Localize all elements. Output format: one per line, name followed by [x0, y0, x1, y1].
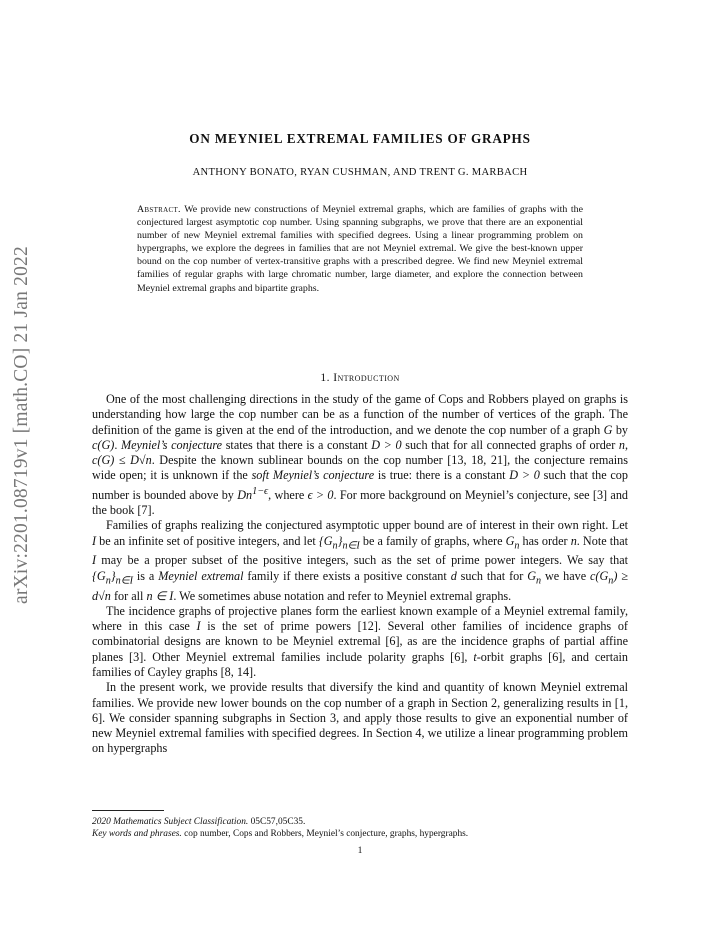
- math-subscript: n: [608, 575, 614, 587]
- footnote-keywords: [92, 828, 628, 840]
- abstract-label: Abstract.: [137, 204, 181, 215]
- text-span: be a family of graphs, where: [359, 533, 506, 548]
- math-inline: G: [527, 568, 537, 583]
- paragraph-3: [92, 604, 628, 680]
- text-span: Families of graphs realizing the conjectured asymptotic upper bound are of interest in their own right. Let: [106, 518, 628, 533]
- text-span: we have: [541, 568, 590, 583]
- text-span: such that for all connected graphs of order: [401, 437, 619, 452]
- emphasis: soft Meyniel’s conjecture: [251, 468, 375, 483]
- math-inline: {G: [318, 533, 333, 548]
- math-subscript: n∈I: [342, 540, 360, 552]
- math-inline: }: [337, 533, 343, 548]
- text-span: is the set of prime powers [12]. Several other families of incidence graphs of combinatorial designs are known to be Meyniel extremal [6], as are the incidence graphs of partial affine planes [3]. Other Meyniel extremal families include polarity graphs [6],: [92, 619, 628, 664]
- math-inline: G: [603, 422, 613, 437]
- abstract-text: We provide new constructions of Meyniel extremal graphs, which are families of graphs with the conjectured largest asymptotic cop number. Using spanning subgraphs, we prove that there are an exponential number of new Meyniel extremal families with specified degrees. Using a linear programming problem on hypergraphs, we explore the degrees in families that are not Meyniel extremal. We give the best-known upper bound on the cop number of vertex-transitive graphs with a prescribed degree. We find new Meyniel extremal families of regular graphs with large chromatic number, large diameter, and explore the connection between Meyniel extremal graphs and bipartite graphs.: [137, 204, 583, 294]
- math-subscript: n∈I: [115, 575, 133, 587]
- paper-authors: ANTHONY BONATO, RYAN CUSHMAN, AND TRENT G. MARBACH: [192, 167, 528, 178]
- math-inline: Dn: [237, 487, 253, 502]
- text-span: by: [612, 422, 629, 437]
- text-span: In the present work, we provide results that diversify the kind and quantity of known Meyniel extremal families. We provide new lower bounds on the cop number of a graph in Section 2, generalizing results in [1, 6]. We consider spanning subgraphs in Section 3, and apply those results to give an exponential number of new Meyniel extremal families with specified degrees. In Section 4, we utilize a linear programming problem on hypergraphs: [92, 680, 628, 756]
- arxiv-stamp: [2, 205, 42, 645]
- text-span: , where: [268, 487, 308, 502]
- abstract: [137, 203, 583, 295]
- paragraph-1: [92, 392, 628, 518]
- math-superscript: 1−ϵ: [252, 485, 269, 497]
- section-heading: [92, 371, 628, 384]
- text-span: such that the cop number is bounded above by: [92, 468, 628, 502]
- text-span: for all: [110, 588, 147, 603]
- math-inline: n: [570, 533, 577, 548]
- emphasis: Meyniel’s conjecture: [121, 437, 223, 452]
- text-span: .: [114, 437, 121, 452]
- body-text: [92, 392, 628, 757]
- arxiv-identifier: arXiv:2201.08719v1 [math.CO] 21 Jan 2022: [11, 246, 33, 604]
- text-span: such that for: [456, 568, 528, 583]
- math-inline: {G: [92, 568, 106, 583]
- section-number: 1.: [320, 371, 330, 384]
- math-subscript: n: [536, 575, 542, 587]
- text-span: states that there is a constant: [222, 437, 372, 452]
- text-span: may be a proper subset of the positive integers, such as the set of prime power integers. We say that: [96, 553, 628, 568]
- section-title: Introduction: [333, 371, 400, 384]
- math-inline: t: [473, 649, 477, 664]
- text-span: has order: [519, 533, 571, 548]
- math-subscript: n: [105, 575, 111, 587]
- math-inline: I: [92, 553, 97, 568]
- paper-title: ON MEYNIEL EXTREMAL FAMILIES OF GRAPHS: [189, 131, 531, 146]
- math-subscript: n: [514, 540, 520, 552]
- footnote-label: 2020 Mathematics Subject Classification.: [92, 817, 249, 827]
- text-span: family if there exists a positive constant: [243, 568, 451, 583]
- math-inline: ) ≥ d√n: [92, 568, 629, 603]
- math-inline: D > 0: [371, 437, 402, 452]
- math-inline: }: [110, 568, 116, 583]
- text-span: The incidence graphs of projective planes form the earliest known example of a Meyniel extremal family, where in this case: [92, 603, 628, 634]
- footnote-msc: [92, 816, 628, 828]
- math-inline: c(G): [92, 437, 115, 452]
- footnote-value: 05C57,05C35.: [248, 817, 306, 827]
- math-inline: n ∈ I: [146, 588, 174, 603]
- text-span: . Despite the known sublinear bounds on the cop number [13, 18, 21], the conjecture remains wide open; it is unknown if the: [92, 453, 628, 483]
- text-span: be an infinite set of positive integers, and let: [96, 533, 319, 548]
- footnote-label: Key words and phrases.: [92, 829, 182, 840]
- math-inline: D > 0: [509, 468, 540, 483]
- math-inline: c(G: [590, 568, 609, 583]
- math-subscript: n: [332, 540, 338, 552]
- text-span: . Note that: [576, 533, 628, 548]
- math-inline: I: [92, 533, 97, 548]
- text-span: is true: there is a constant: [374, 468, 510, 483]
- page-number: 1: [357, 845, 363, 856]
- math-inline: c(G) ≤ D√n: [92, 453, 152, 468]
- math-inline: G: [505, 533, 515, 548]
- text-span: ,: [624, 437, 629, 452]
- footnote-value: cop number, Cops and Robbers, Meyniel’s conjecture, graphs, hypergraphs.: [181, 829, 469, 840]
- math-inline: d: [450, 568, 457, 583]
- emphasis: Meyniel extremal: [158, 568, 244, 583]
- paragraph-2: [92, 518, 628, 603]
- text-span: One of the most challenging directions in the study of the game of Cops and Robbers played on graphs is understanding how large the cop number can be as a function of the number of vertices of the graph. The definition of the game is given at the end of the introduction, and we denote the cop number of a graph: [92, 392, 628, 437]
- math-inline: I: [196, 619, 201, 634]
- text-span: is a: [132, 568, 159, 583]
- footnote-rule: [92, 810, 164, 811]
- text-span: -orbit graphs [6], and certain families of Cayley graphs [8, 14].: [92, 649, 628, 679]
- footnotes: [92, 816, 628, 841]
- math-inline: ϵ > 0: [307, 487, 334, 502]
- math-inline: n: [618, 437, 625, 452]
- text-span: . We sometimes abuse notation and refer to Meyniel extremal graphs.: [173, 588, 512, 603]
- paragraph-4: [92, 680, 628, 756]
- text-span: . For more background on Meyniel’s conjecture, see [3] and the book [7].: [92, 487, 629, 518]
